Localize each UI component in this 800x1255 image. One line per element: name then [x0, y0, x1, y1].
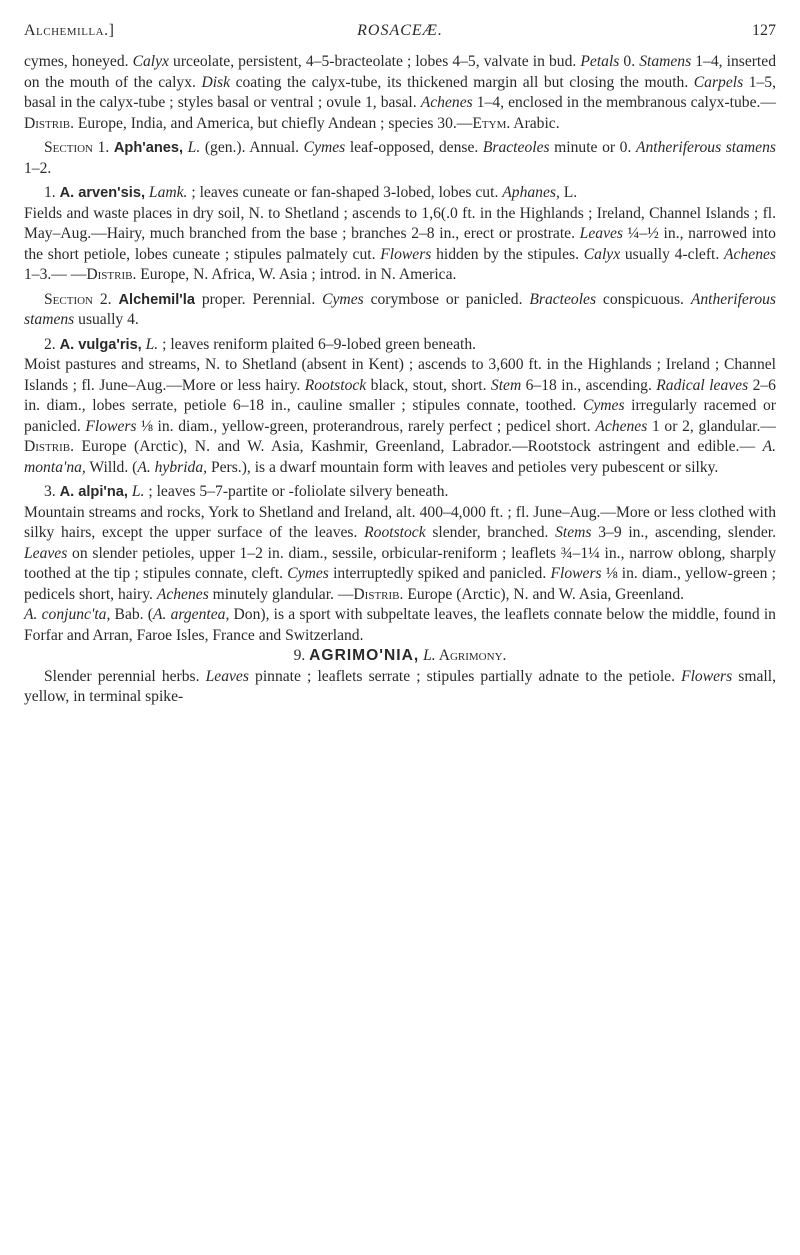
species-3-variety: A. conjunc'ta, Bab. (A. argentea, Don), is a sport with subpeltate leaves, the leaflets connate below the middle, found in Forfar and Arran, Faroe Isles, France and Switzerland. — [24, 606, 776, 644]
section-1-heading: Section 1. Aph'anes, L. (gen.). Annual. Cymes leaf-opposed, dense. Bracteoles minute or 0. Antheriferous stamens 1–2. — [24, 139, 776, 177]
section-2-heading: Section 2. Alchemil'la proper. Perennial. Cymes corymbose or panicled. Bracteoles conspicuous. Antheriferous stamens usually 4. — [24, 290, 776, 328]
genus-description: cymes, honeyed. Calyx urceolate, persistent, 4–5-bracteolate ; lobes 4–5, valvate in bud. Petals 0. Stamens 1–4, inserted on the mouth of the calyx. Disk coating the calyx-tube, its thickened margin all but closing the mouth. Carpels 1–5, basal in the calyx-tube ; styles basal or ventral ; ovule 1, basal. Achenes 1–4, enclosed in the membranous calyx-tube.—Distrib. Europe, India, and America, but chiefly Andean ; species 30.—Etym. Arabic. — [24, 53, 776, 132]
genus-9-description: Slender perennial herbs. Leaves pinnate ; leaflets serrate ; stipules partially adnate to the petiole. Flowers small, yellow, in terminal spike- — [24, 667, 776, 705]
species-1-title: 1. A. arven'sis, Lamk. ; leaves cuneate or fan-shaped 3-lobed, lobes cut. Aphanes, L. — [44, 184, 578, 201]
species-2-title: 2. A. vulga'ris, L. ; leaves reniform plaited 6–9-lobed green beneath. — [44, 335, 477, 353]
running-header — [24, 18, 776, 52]
header-genus: Alchemilla.] — [24, 22, 115, 39]
species-2-description: Moist pastures and streams, N. to Shetland (absent in Kent) ; ascends to 3,600 ft. in the Highlands ; Ireland ; Channel Islands ; fl. June–Aug.—More or less hairy. Rootstock black, stout, short. Stem 6–18 in., ascending. Radical leaves 2–6 in. diam., lobes serrate, petiole 6–18 in., cauline smaller ; stipules connate, toothed. Cymes irregularly racemed or panicled. Flowers ⅛ in. diam., yellow-green, proterandrous, rarely perfect ; pedicel short. Achenes 1 or 2, glandular.—Distrib. Europe (Arctic), N. and W. Asia, Kashmir, Greenland, Labrador.—Rootstock astringent and edible.— A. monta'na, Willd. (A. hybrida, Pers.), is a dwarf mountain form with leaves and petioles very pubescent or silky. — [24, 356, 776, 476]
species-3-title: 3. A. alpi'na, L. ; leaves 5–7-partite or -foliolate silvery beneath. — [44, 483, 449, 500]
page-body — [24, 52, 776, 708]
header-family: ROSACEÆ. — [357, 22, 443, 39]
genus-9-heading: 9. AGRIMO'NIA, L. Agrimony. — [293, 647, 507, 664]
species-1-description: Fields and waste places in dry soil, N. to Shetland ; ascends to 1,6(.0 ft. in the Highlands ; Ireland, Channel Islands ; fl. May–Aug.—Hairy, much branched from the base ; branches 2–8 in., erect or prostrate. Leaves ¼–½ in., narrowed into the short petiole, lobes cuneate ; stipules palmately cut. Flowers hidden by the stipules. Calyx usually 4-cleft. Achenes 1–3.— —Distrib. Europe, N. Africa, W. Asia ; introd. in N. America. — [24, 204, 776, 283]
book-page — [24, 18, 776, 708]
page-number: 127 — [752, 22, 776, 39]
species-3-description: Mountain streams and rocks, York to Shetland and Ireland, alt. 400–4,000 ft. ; fl. June–Aug.—More or less clothed with silky hairs, except the upper surface of the leaves. Rootstock slender, branched. Stems 3–9 in., ascending, slender. Leaves on slender petioles, upper 1–2 in. diam., sessile, orbicular-reniform ; leaflets ¾–1¼ in., narrow oblong, sharply toothed at the tip ; stipules connate, cleft. Cymes interruptedly spiked and panicled. Flowers ⅛ in. diam., yellow-green ; pedicels short, hairy. Achenes minutely glandular. —Distrib. Europe (Arctic), N. and W. Asia, Greenland. — [24, 503, 777, 603]
